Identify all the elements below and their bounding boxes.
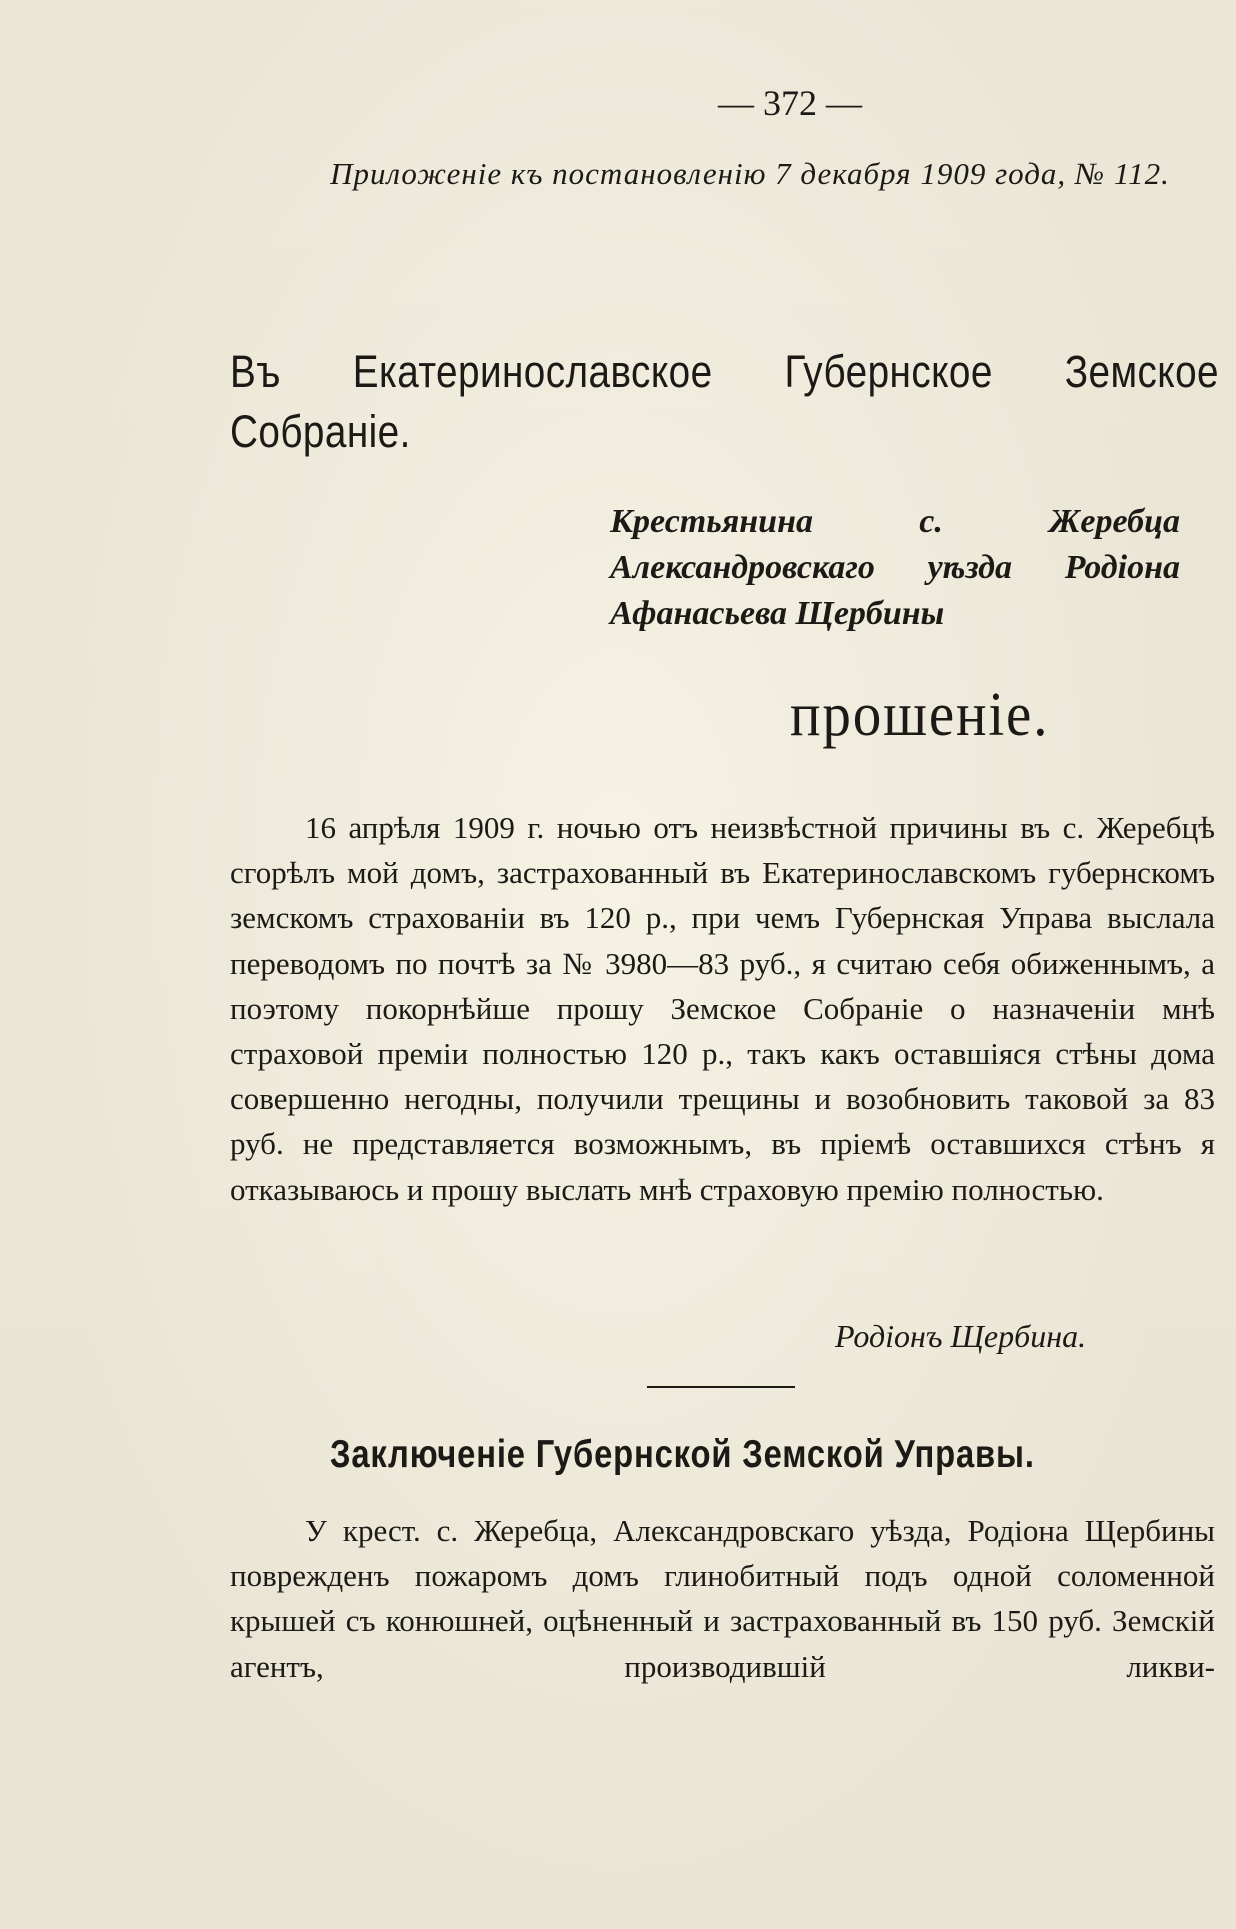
petition-title: прошеніе.: [790, 681, 1050, 749]
appendix-header: Приложеніе къ постановленію 7 декабря 1909 года, № 112.: [330, 156, 1170, 191]
conclusion-title: Заключеніе Губернской Земской Управы.: [330, 1433, 1035, 1476]
addressee-heading: Въ Екатеринославское Губернское Земское Собраніе.: [230, 346, 1219, 457]
section-divider: [647, 1386, 795, 1388]
page-number: — 372 —: [718, 83, 862, 123]
conclusion-body: [230, 1508, 1215, 1689]
conclusion-paragraph: У крест. с. Жеребца, Александровскаго уѣзда, Родіона Щербины поврежденъ пожаромъ домъ глинобитный подъ одной соломенной крышей съ конюшней, оцѣненный и застрахованный въ 150 руб. Земскій агентъ, производившій ликви-: [230, 1513, 1215, 1684]
petition-paragraph: 16 апрѣля 1909 г. ночью отъ неизвѣстной причины въ с. Жеребцѣ сгорѣлъ мой домъ, застрахованный въ Екатеринославскомъ губернскомъ земскомъ страхованіи въ 120 р., при чемъ Губернская Управа выслала переводомъ по почтѣ за № 3980—83 руб., я считаю себя обиженнымъ, а поэтому покорнѣйше прошу Земское Собраніе о назначеніи мнѣ страховой преміи полностью 120 р., такъ какъ оставшіяся стѣны дома совершенно негодны, получили трещины и возобновить таковой за 83 руб. не представляется возможнымъ, въ пріемѣ оставшихся стѣнъ я отказываюсь и прошу выслать мнѣ страховую премію полностью.: [230, 810, 1215, 1207]
petition-body: [230, 805, 1215, 1212]
signature: Родіонъ Щербина.: [835, 1318, 1087, 1354]
petitioner-line: Крестьянина с. Жеребца Александровскаго уѣзда Родіона Афанасьева Щербины: [610, 503, 1180, 632]
